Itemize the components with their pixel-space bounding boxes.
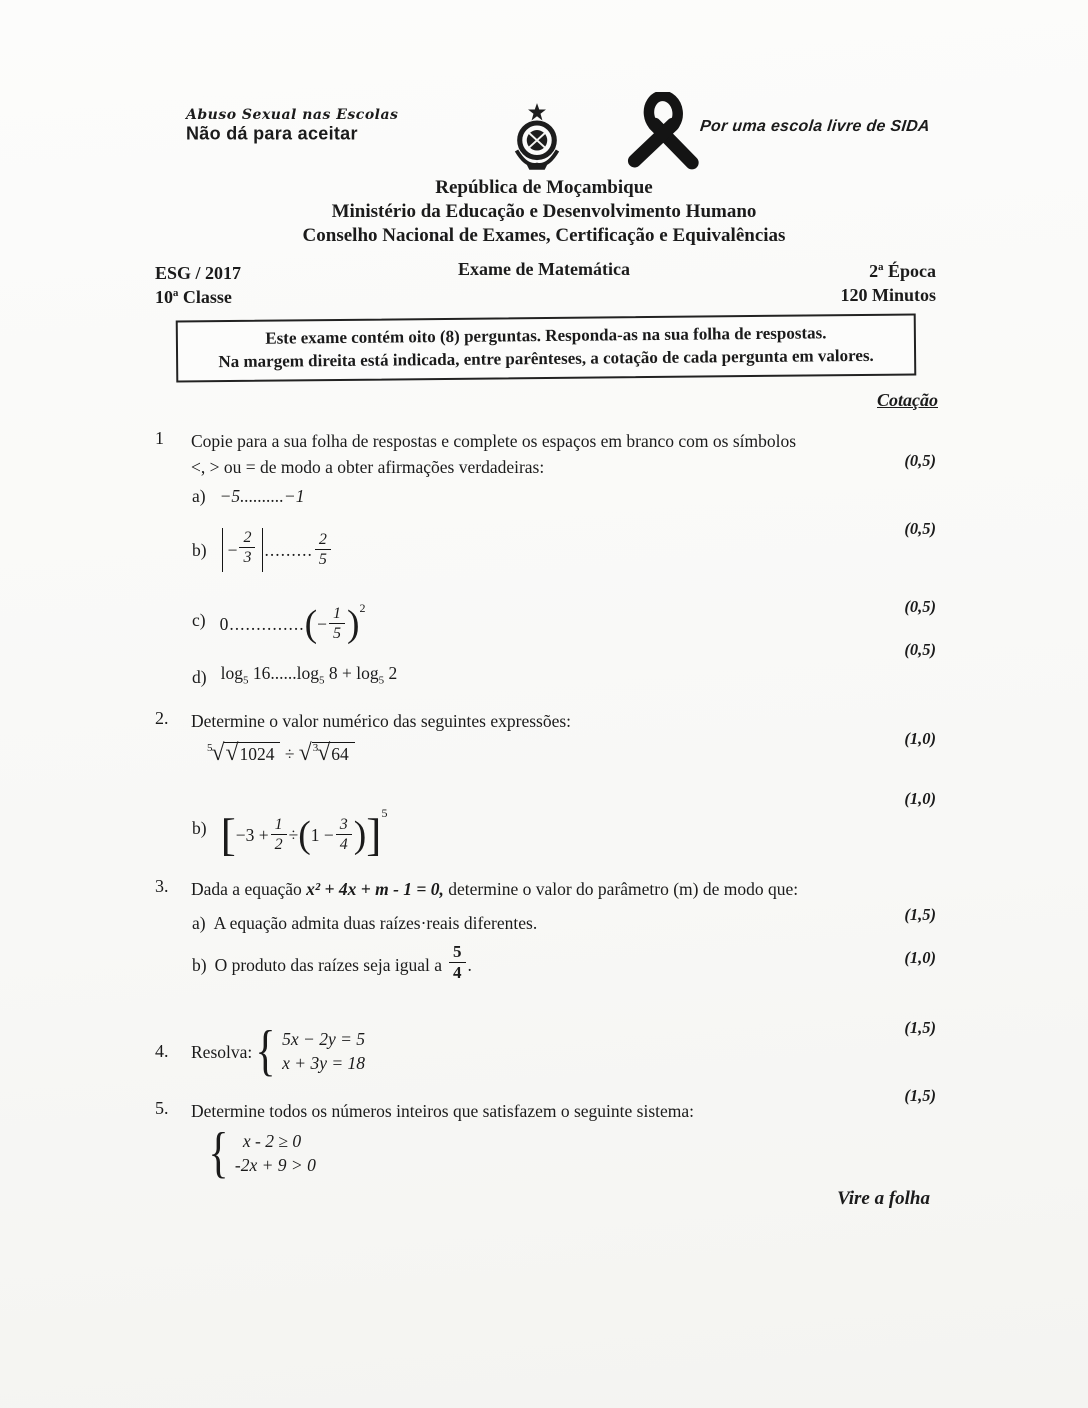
- q1-intro-score: (0,5): [904, 451, 936, 470]
- q1-part-d: [192, 660, 397, 694]
- q2-part-b: [192, 800, 388, 860]
- cotacao-header: Cotação: [877, 390, 938, 410]
- notice-box: [176, 313, 917, 382]
- q3-equation: x² + 4x + m - 1 = 0,: [306, 879, 444, 899]
- mozambique-emblem-icon: [505, 103, 569, 180]
- q3-b-fraction: $\frac{5}{4}$: [449, 943, 466, 983]
- q4-equation-1: 5x − 2y = 5: [282, 1029, 366, 1050]
- q1-text: Copie para a sua folha de respostas e complete os espaços em branco com os símbolos <, > ou = de modo a obter afirmações verdadeiras:: [191, 431, 797, 477]
- q1-b-expression: − $\frac{2}{3}$ ......... $\frac{2}{5}$: [221, 528, 333, 572]
- q5-system: { x - 2 ≥ 0 -2x + 9 > 0: [208, 1122, 316, 1184]
- q1-c-label: c): [192, 609, 206, 630]
- q1-part-a: [192, 483, 304, 509]
- q3-b-text: O produto das raízes seja igual a: [214, 954, 443, 975]
- q2-text: Determine o valor numérico das seguintes expressões:: [191, 711, 572, 731]
- q1-d-expression: $\log_5 16......\log_5$ $8 + \log_5 2$: [220, 663, 398, 687]
- q2-b-label: b): [192, 817, 207, 838]
- q5-score: (1,5): [904, 1086, 936, 1105]
- q3-a-label: a): [192, 913, 206, 933]
- q4-number: 4.: [155, 1041, 169, 1062]
- exam-grade: 10ª Classe: [155, 287, 232, 307]
- q3-part-a: [192, 910, 537, 936]
- q2-a-score: (1,0): [904, 729, 936, 748]
- campaign-block: [186, 107, 398, 144]
- q1-b-score: (0,5): [904, 519, 936, 538]
- q2-number: 2.: [155, 708, 169, 728]
- header-republic: República de Moçambique: [435, 177, 653, 198]
- header-council: Conselho Nacional de Exames, Certificação e Equivalências: [302, 225, 786, 246]
- question-1: [155, 428, 855, 480]
- q4-system: { 5x − 2y = 5 x + 3y = 18: [255, 1020, 366, 1082]
- footer-turn-page: Vire a folha: [837, 1188, 930, 1209]
- q1-a-expression: −5..........−1: [219, 486, 305, 506]
- q5-number: 5.: [155, 1098, 169, 1118]
- q4-score: (1,5): [904, 1018, 936, 1037]
- q3-b-score: (1,0): [904, 948, 936, 967]
- q2-b-score: (1,0): [904, 789, 936, 808]
- q3-a-score: (1,5): [904, 905, 936, 924]
- question-2: [155, 708, 571, 734]
- exam-title: Exame de Matemática: [458, 259, 630, 279]
- q3-number: 3.: [155, 876, 169, 896]
- q5-inequality-2: -2x + 9 > 0: [234, 1155, 316, 1176]
- q1-c-score: (0,5): [904, 597, 936, 616]
- q3-a-text: A equação admita duas raízes·reais diferentes.: [213, 913, 538, 933]
- exam-duration: 120 Minutos: [840, 285, 936, 305]
- q1-number: 1: [155, 428, 164, 448]
- q4-text: Resolva:: [191, 1041, 253, 1062]
- ribbon-slogan: Por uma escola livre de SIDA: [699, 118, 931, 135]
- q1-d-label: d): [192, 666, 207, 687]
- q3-b-label: b): [192, 954, 207, 975]
- question-4: [155, 1020, 366, 1082]
- exam-session-block: [840, 259, 936, 307]
- q1-b-label: b): [192, 539, 207, 560]
- q2-b-expression: [−3 + $\frac{1}{2}$ ÷(1 − $\frac{3}{4}$ )]$^5$: [220, 806, 388, 860]
- campaign-script-line: Abuso Sexual nas Escolas: [186, 107, 399, 123]
- q5-text: Determine todos os números inteiros que satisfazem o seguinte sistema:: [191, 1101, 695, 1121]
- q1-part-c: [192, 595, 366, 645]
- q1-part-b: [192, 528, 333, 572]
- exam-code: ESG / 2017: [155, 263, 242, 283]
- exam-epoch: 2ª Época: [869, 261, 936, 281]
- q1-a-label: a): [192, 486, 206, 506]
- q1-c-expression: 0..............(− $\frac{1}{5}$ )$^2$: [219, 601, 366, 645]
- q5-inequality-1: x - 2 ≥ 0: [242, 1131, 302, 1152]
- header-ministry: Ministério da Educação e Desenvolvimento Humano: [331, 201, 757, 222]
- notice-line-1: Este exame contém oito (8) perguntas. Responda-as na sua folha de respostas.: [265, 323, 827, 348]
- header-block: [0, 176, 1088, 248]
- notice-line-2: Na margem direita está indicada, entre parênteses, a cotação de cada pergunta em valores.: [218, 345, 874, 372]
- q4-equation-2: x + 3y = 18: [282, 1053, 366, 1074]
- q3-part-b: b) O produto das raízes seja igual a $\frac{5}{4}$ .: [192, 942, 472, 983]
- question-5: [155, 1098, 875, 1124]
- q2-a-expression: $^5$√√1024 ÷ √$^3$√64: [207, 735, 355, 767]
- question-3: [155, 876, 915, 902]
- q3-text: Dada a equação x² + 4x + m - 1 = 0, determine o valor do parâmetro (m) de modo que:: [191, 879, 799, 899]
- campaign-bold-line: Não dá para aceitar: [186, 122, 358, 144]
- q1-d-score: (0,5): [904, 640, 936, 659]
